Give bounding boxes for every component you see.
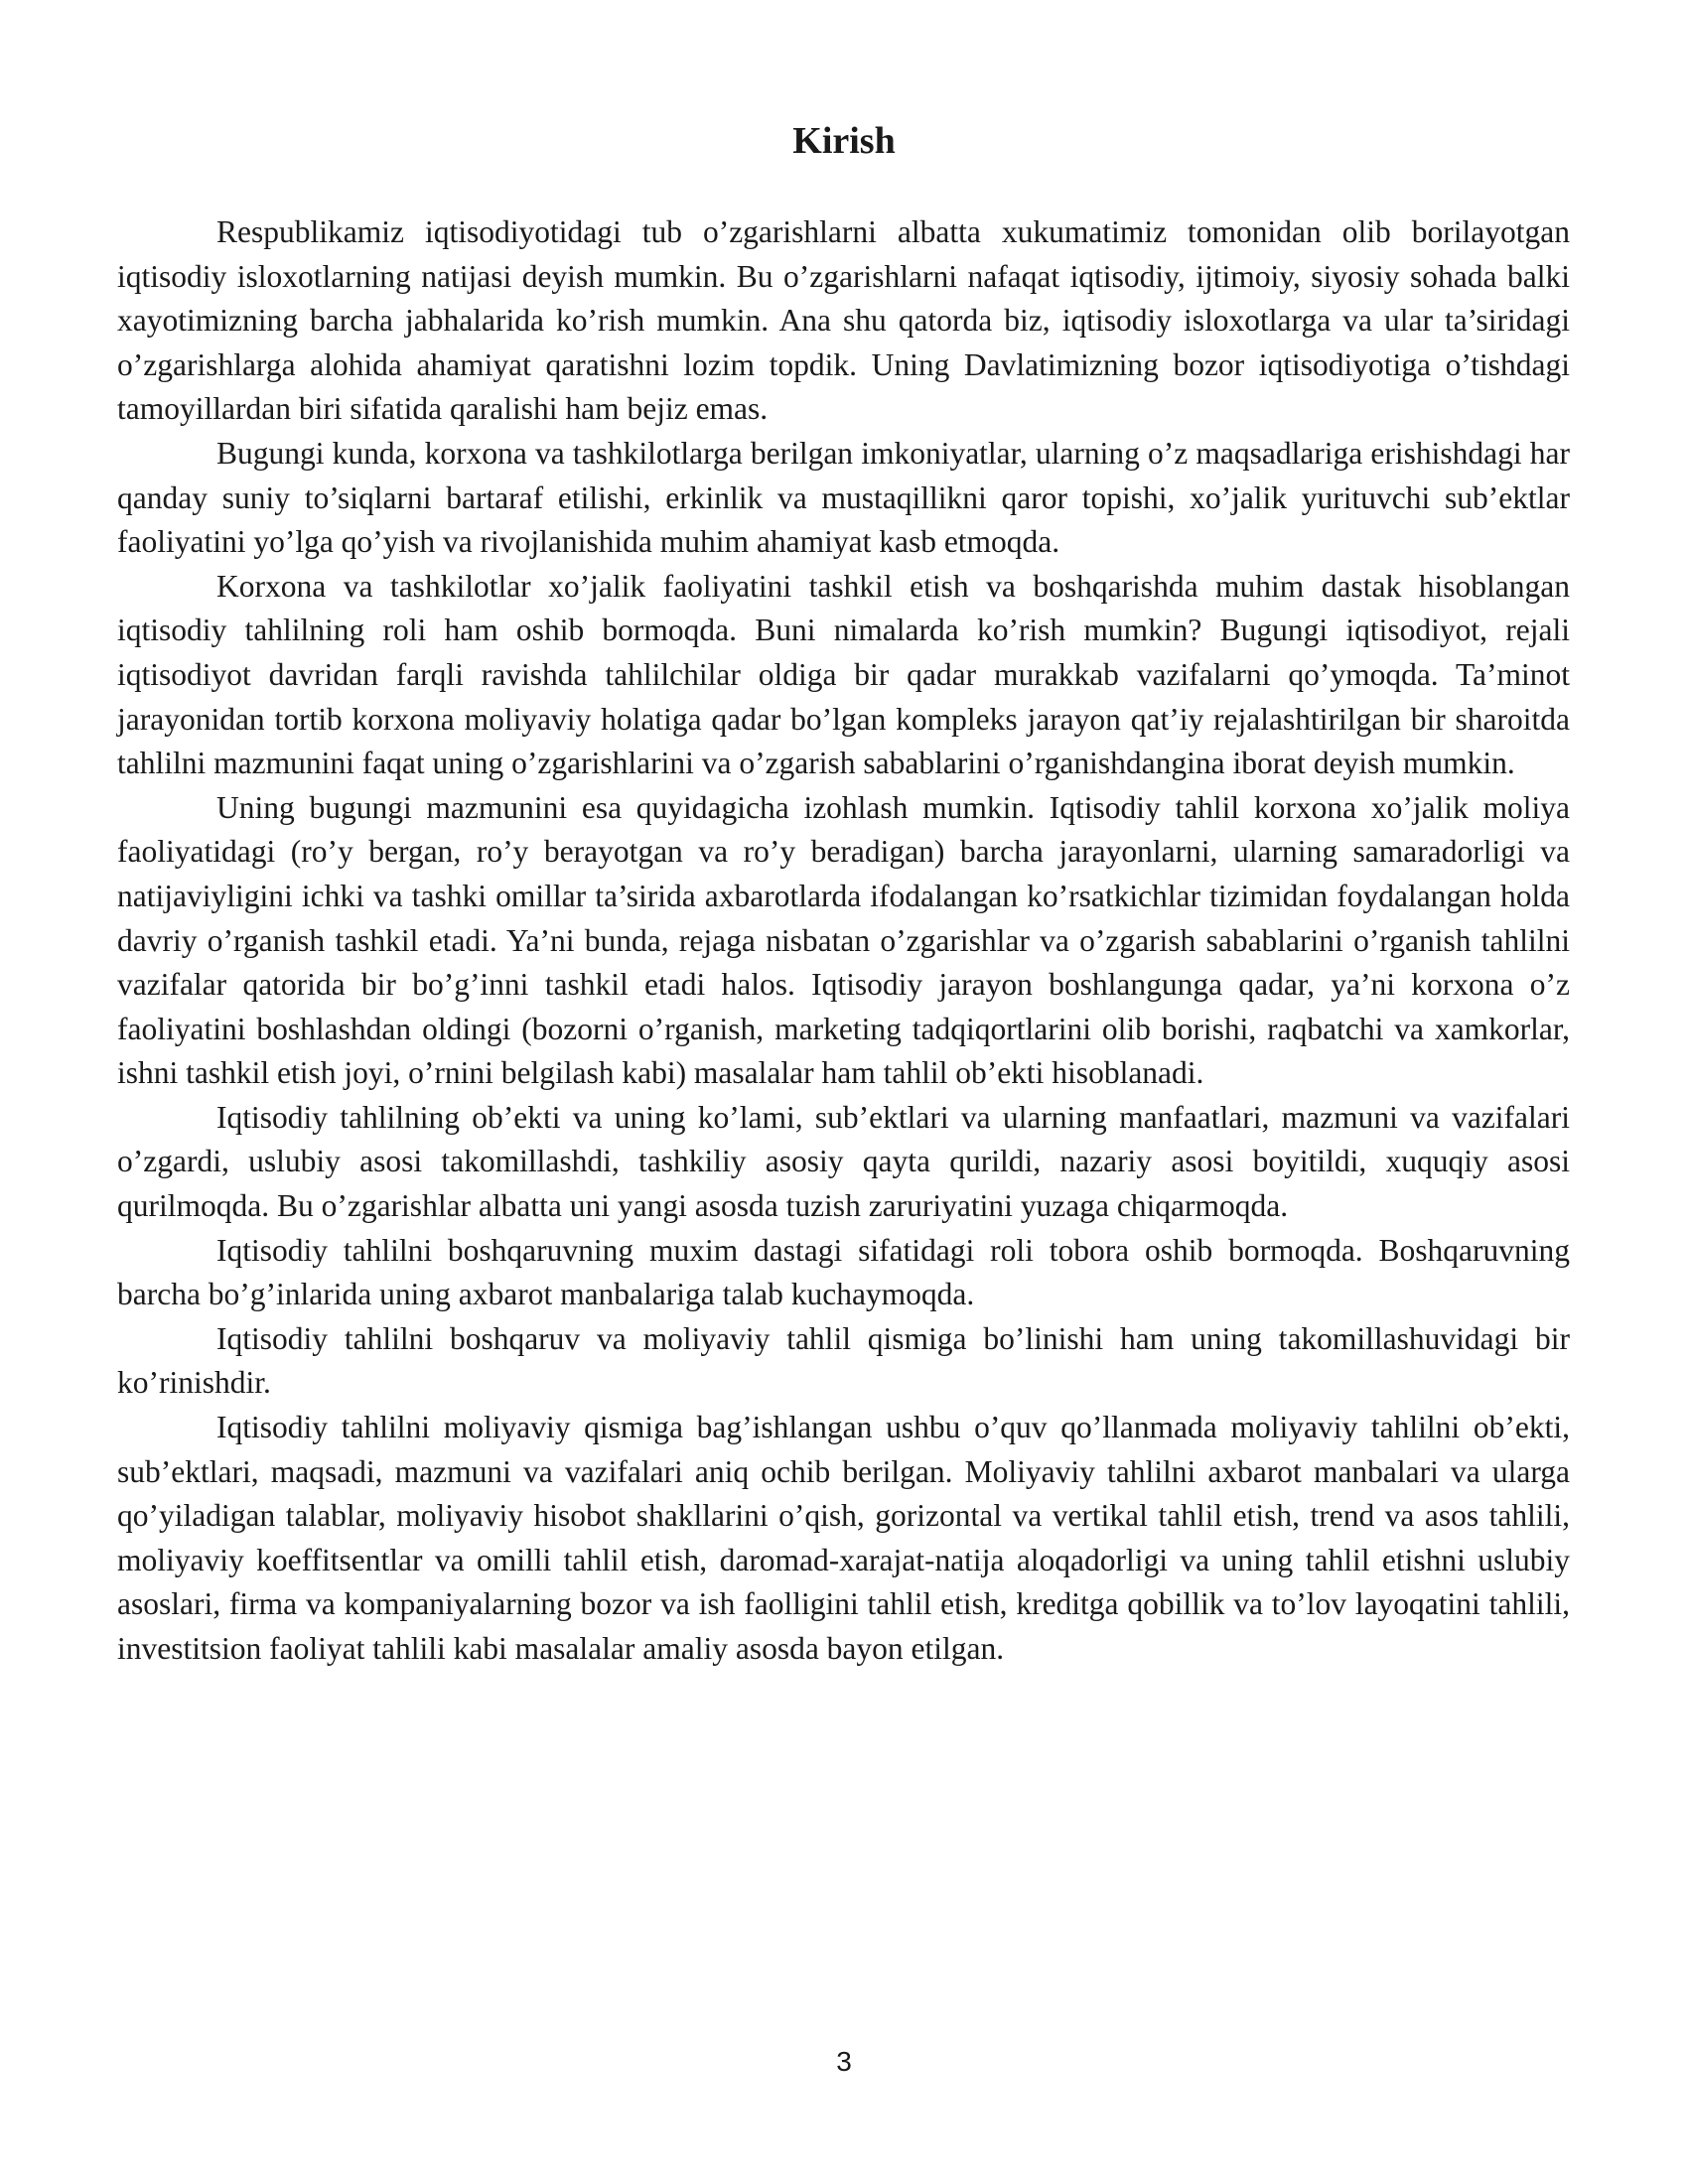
paragraph-8: Iqtisodiy tahlilni moliyaviy qismiga bag’ishlangan ushbu o’quv qo’llanmada moliyaviy tahlilni ob’ekti, sub’ektlari, maqsadi, mazmuni va vazifalari aniq ochib berilgan. Moliyaviy tahlilni axbarot manbalari va ularga qo’yiladigan talablar, moliyaviy hisobot shakllarini o’qish, gorizontal va vertikal tahlil etish, trend va asos tahlili, moliyaviy koeffitsentlar va omilli tahlil etish, daromad-xarajat-natija aloqadorligi va uning tahlil etishni uslubiy asoslari, firma va kompaniyalarning bozor va ish faolligini tahlil etish, kreditga qobillik va to’lov layoqatini tahlili, investitsion faoliyat tahlili kabi masalalar amaliy asosda bayon etilgan. (117, 1410, 1570, 1666)
page-title: Kirish (792, 120, 896, 162)
page-number: 3 (836, 2046, 852, 2077)
paragraph-1: Respublikamiz iqtisodiyotidagi tub o’zgarishlarni albatta xukumatimiz tomonidan olib borilayotgan iqtisodiy isloxotlarning natijasi deyish mumkin. Bu o’zgarishlarni nafaqat iqtisodiy, ijtimoiy, siyosiy sohada balki xayotimizning barcha jabhalarida ko’rish mumkin. Ana shu qatorda biz, iqtisodiy isloxotlarga va ular ta’siridagi o’zgarishlarga alohida ahamiyat qaratishni lozim topdik. Uning Davlatimizning bozor iqtisodiyotiga o’tishdagi tamoyillardan biri sifatida qaralishi ham bejiz emas. (117, 214, 1570, 427)
paragraph-4: Uning bugungi mazmunini esa quyidagicha izohlash mumkin. Iqtisodiy tahlil korxona xo’jalik moliya faoliyatidagi (ro’y bergan, ro’y berayotgan va ro’y beradigan) barcha jarayonlarni, ularning samaradorligi va natijaviyligini ichki va tashki omillar ta’sirida axbarotlarda ifodalangan ko’rsatkichlar tizimidan foydalangan holda davriy o’rganish tashkil etadi. Ya’ni bunda, rejaga nisbatan o’zgarishlar va o’zgarish sabablarini o’rganish tahlilni vazifalar qatorida bir bo’g’inni tashkil etadi halos. Iqtisodiy jarayon boshlangunga qadar, ya’ni korxona o’z faoliyatini boshlashdan oldingi (bozorni o’rganish, marketing tadqiqortlarini olib borishi, raqbatchi va xamkorlar, ishni tashkil etish joyi, o’rnini belgilash kabi) masalalar ham tahlil ob’ekti hisoblanadi. (117, 789, 1570, 1091)
body-text (117, 210, 1570, 1672)
paragraph-3: Korxona va tashkilotlar xo’jalik faoliyatini tashkil etish va boshqarishda muhim dastak hisoblangan iqtisodiy tahlilning roli ham oshib bormoqda. Buni nimalarda ko’rish mumkin? Bugungi iqtisodiyot, rejali iqtisodiyot davridan farqli ravishda tahlilchilar oldiga bir qadar murakkab vazifalarni qo’ymoqda. Ta’minot jarayonidan tortib korxona moliyaviy holatiga qadar bo’lgan kompleks jarayon qat’iy rejalashtirilgan bir sharoitda tahlilni mazmunini faqat uning o’zgarishlarini va o’zgarish sabablarini o’rganishdangina iborat deyish mumkin. (117, 568, 1570, 781)
paragraph-7: Iqtisodiy tahlilni boshqaruv va moliyaviy tahlil qismiga bo’linishi ham uning takomillashuvidagi bir ko’rinishdir. (117, 1320, 1570, 1401)
paragraph-5: Iqtisodiy tahlilning ob’ekti va uning ko’lami, sub’ektlari va ularning manfaatlari, mazmuni va vazifalari o’zgardi, uslubiy asosi takomillashdi, tashkiliy asosiy qayta qurildi, nazariy asosi boyitildi, xuquqiy asosi qurilmoqda. Bu o’zgarishlar albatta uni yangi asosda tuzish zaruriyatini yuzaga chiqarmoqda. (117, 1099, 1570, 1224)
paragraph-6: Iqtisodiy tahlilni boshqaruvning muxim dastagi sifatidagi roli tobora oshib bormoqda. Boshqaruvning barcha bo’g’inlarida uning axbarot manbalariga talab kuchaymoqda. (117, 1232, 1570, 1312)
paragraph-2: Bugungi kunda, korxona va tashkilotlarga berilgan imkoniyatlar, ularning o’z maqsadlariga erishishdagi har qanday suniy to’siqlarni bartaraf etilishi, erkinlik va mustaqillikni qaror topishi, xo’jalik yurituvchi sub’ektlar faoliyatini yo’lga qo’yish va rivojlanishida muhim ahamiyat kasb etmoqda. (117, 435, 1570, 560)
